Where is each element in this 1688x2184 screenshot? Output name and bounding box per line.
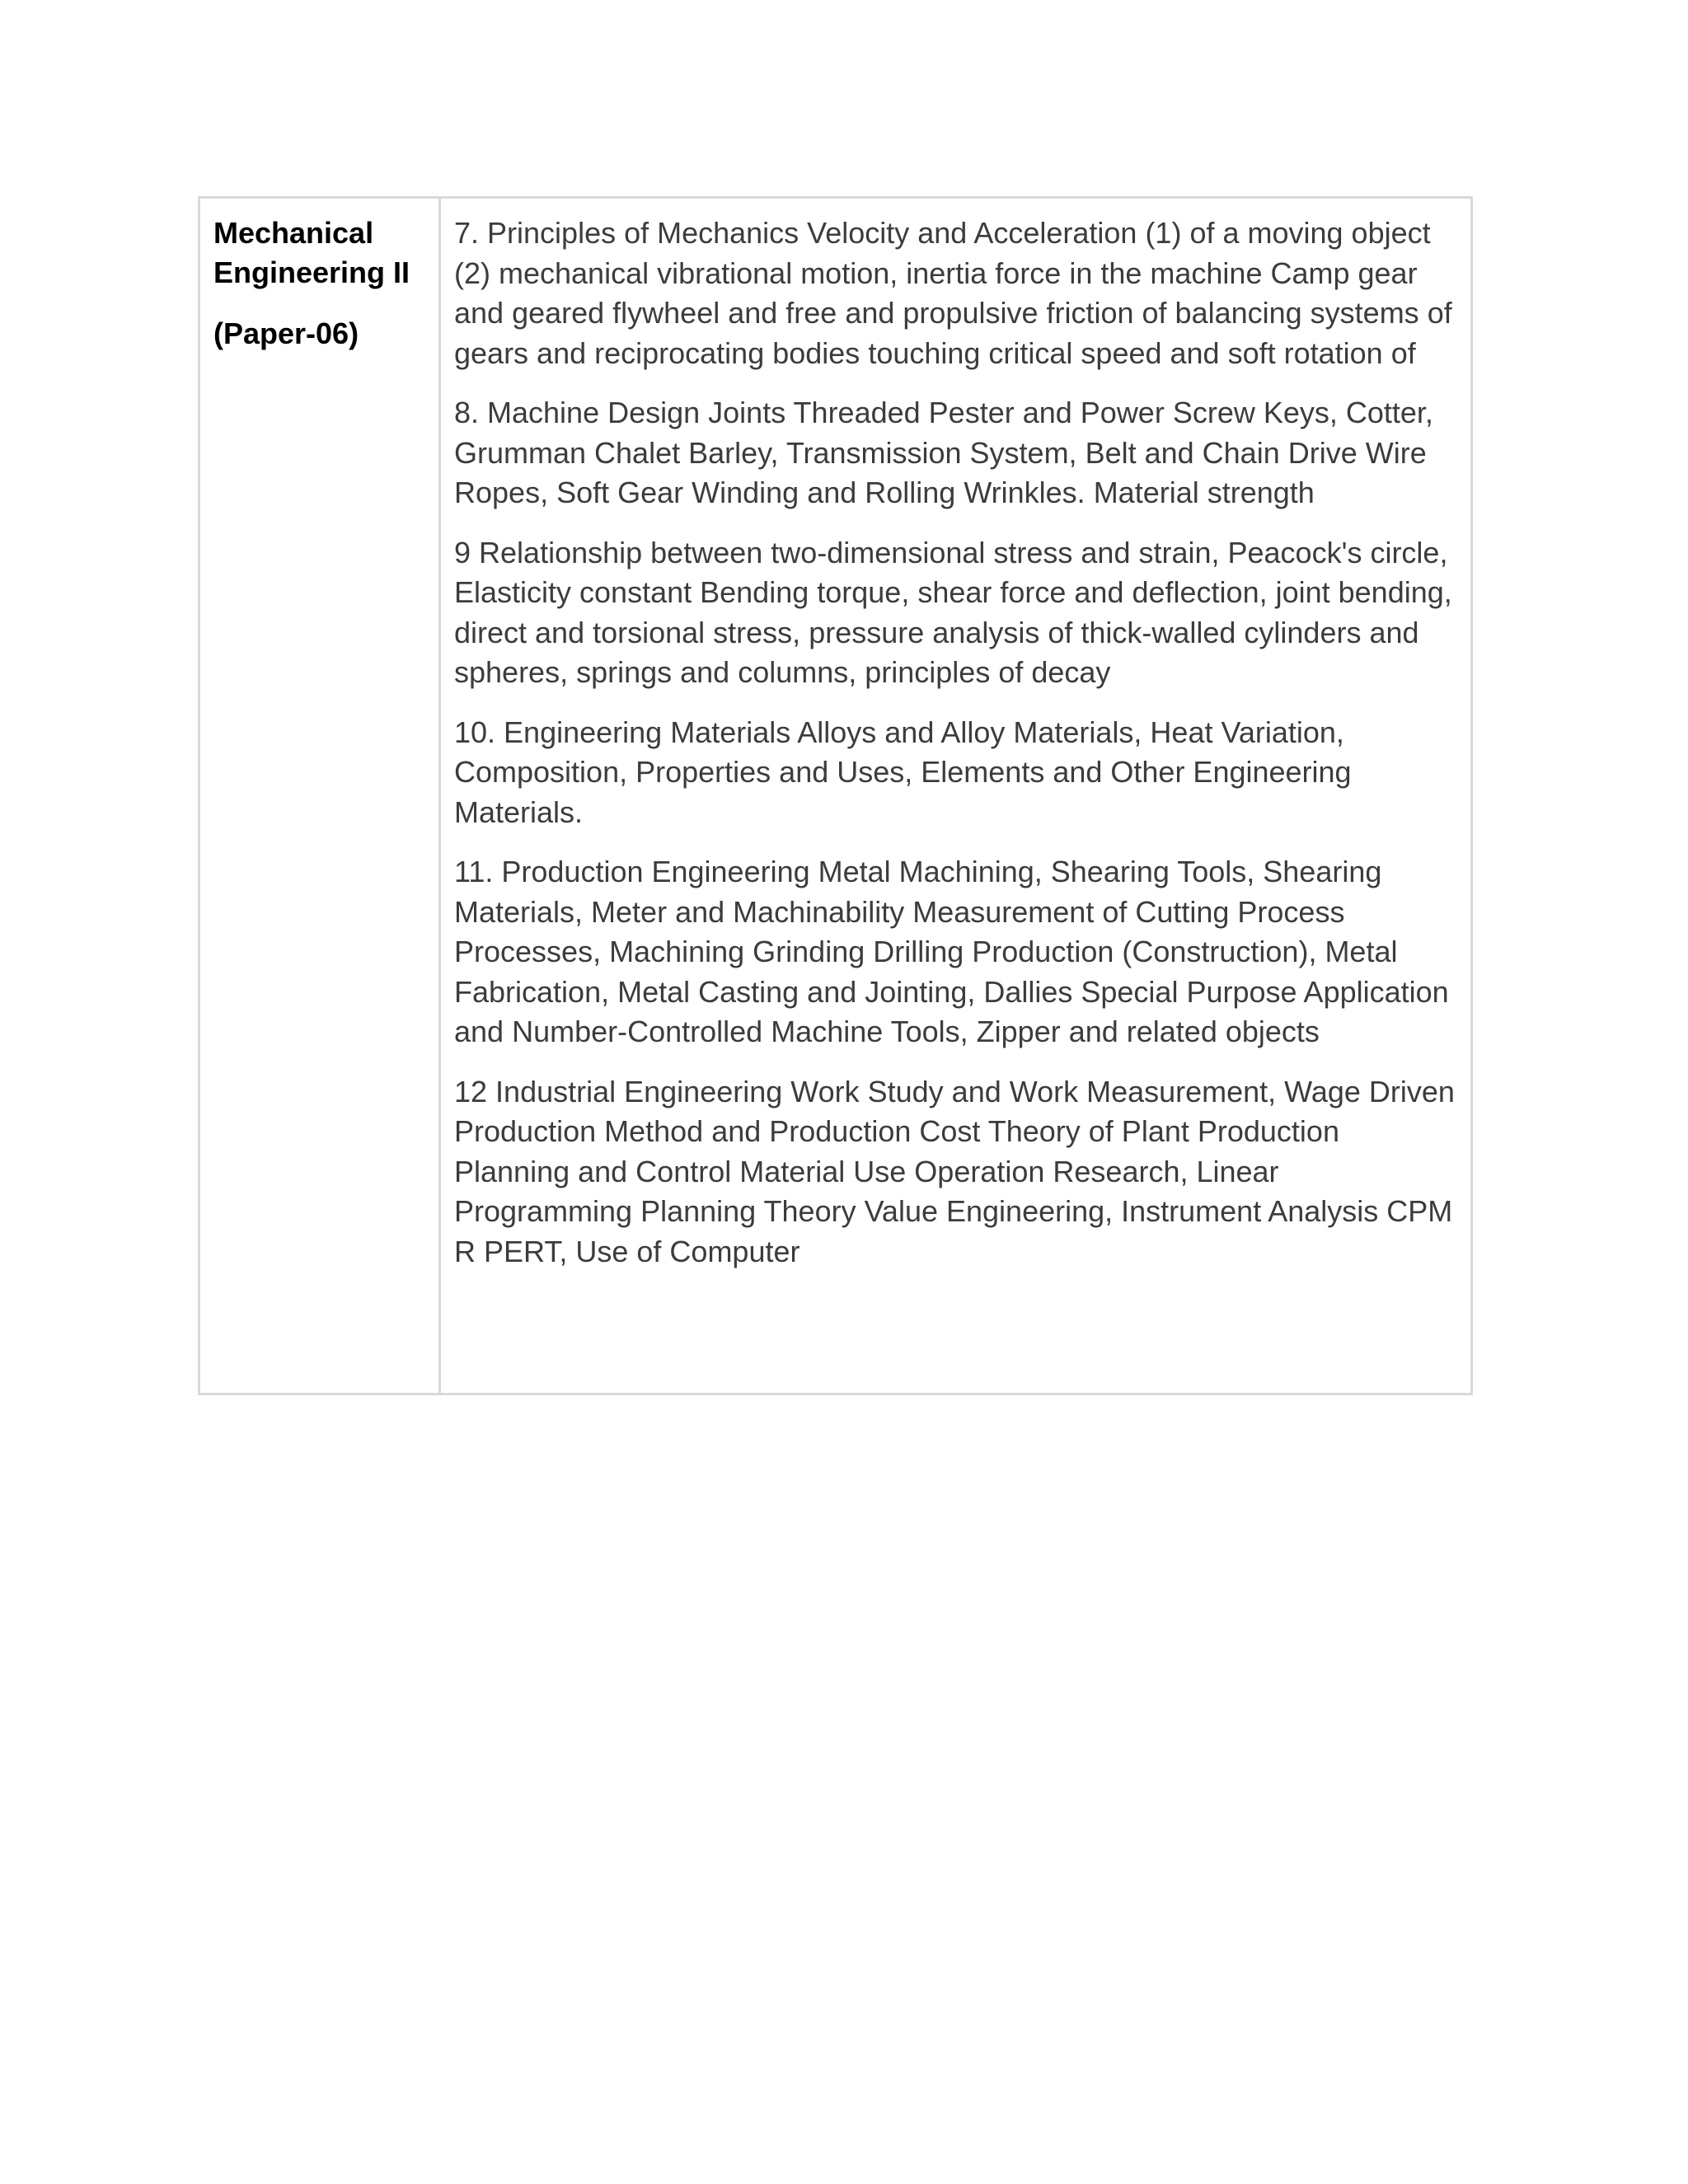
subject-title [213,213,427,293]
topic-9: 9 Relationship between two-dimensional stress and strain, Peacock's circle, Elasticity constant Bending torque, shear force and deflection, joint bending, direct and torsional stress, pressure analysis of thick-walled cylinders and spheres, springs and columns, principles of decay [454,535,1452,689]
syllabus-table [198,196,1473,1395]
topic-10: 10. Engineering Materials Alloys and Alloy Materials, Heat Variation, Composition, Properties and Uses, Elements and Other Engineering Materials. [454,715,1352,829]
subject-title-line1: Mechanical [213,216,374,250]
topic-11: 11. Production Engineering Metal Machining, Shearing Tools, Shearing Materials, Meter and Machinability Measurement of Cutting Process Processes, Machining Grinding Drilling Production (Construction), Metal Fabrication, Metal Casting and Jointing, Dallies Special Purpose Application and Number-Controlled Machine Tools, Zipper and related objects [454,855,1449,1048]
subject-paper-code: (Paper-06) [213,316,359,350]
topics-cell [441,199,1470,1393]
topic-7: 7. Principles of Mechanics Velocity and Acceleration (1) of a moving object (2) mechanical vibrational motion, inertia force in the machine Camp gear and geared flywheel and free and propulsive friction of balancing systems of gears and reciprocating bodies touching critical speed and soft rotation of [454,216,1452,370]
topic-8: 8. Machine Design Joints Threaded Pester and Power Screw Keys, Cotter, Grumman Chalet Barley, Transmission System, Belt and Chain Drive Wire Ropes, Soft Gear Winding and Rolling Wrinkles. Material strength [454,396,1433,509]
subject-cell [200,199,441,1393]
subject-title-line2: Engineering II [213,255,410,289]
topic-12: 12 Industrial Engineering Work Study and Work Measurement, Wage Driven Production Method and Production Cost Theory of Plant Production Planning and Control Material Use Operation Research, Linear Programming Planning Theory Value Engineering, Instrument Analysis CPM R PERT, Use of Computer [454,1074,1455,1268]
